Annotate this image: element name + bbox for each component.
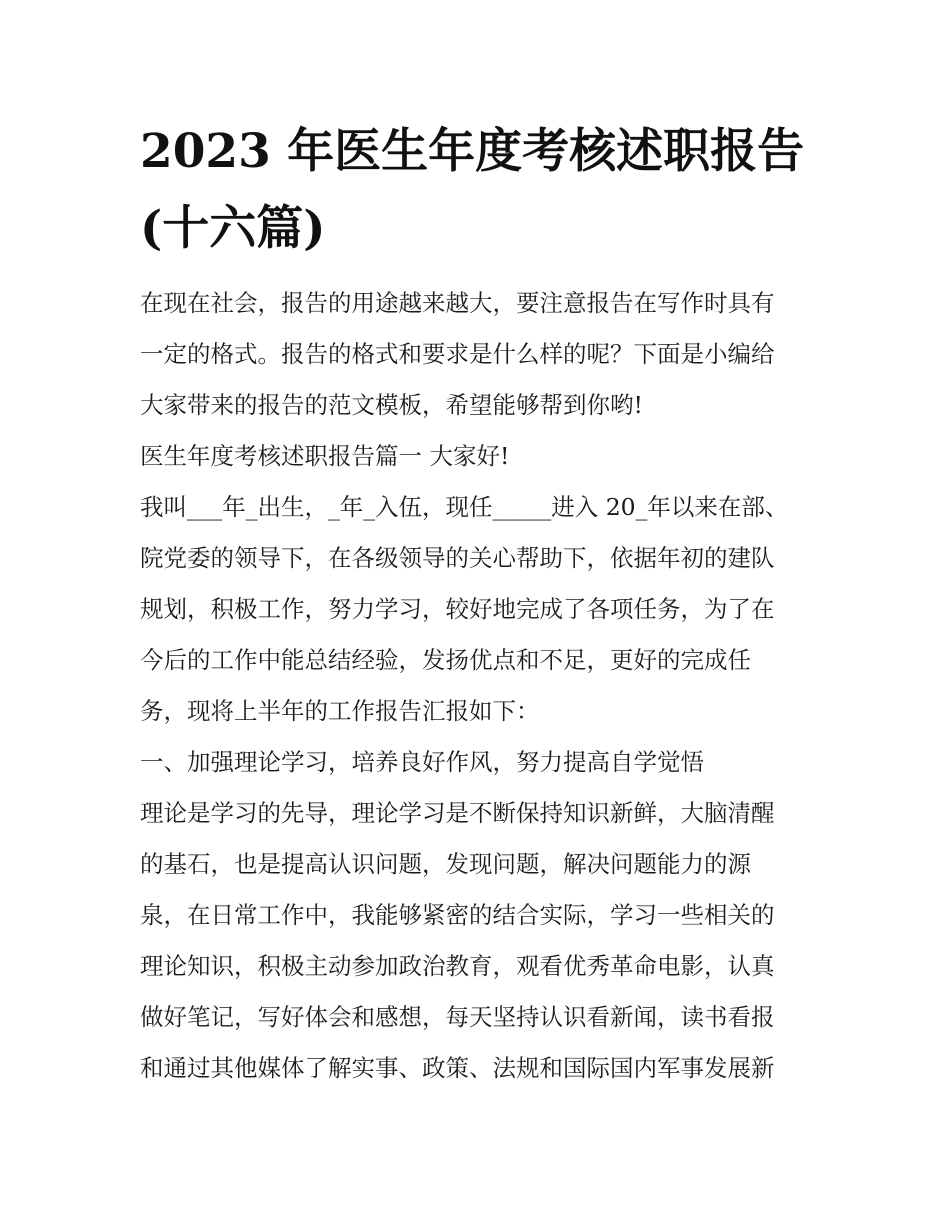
body-line: 院党委的领导下，在各级领导的关心帮助下，依据年初的建队 [140,544,775,572]
body-line: 规划，积极工作，努力学习，较好地完成了各项任务，为了在 [140,595,775,623]
body-line: 我叫___年_出生，_年_入伍，现任_____进入 20_年以来在部、 [140,493,789,521]
subheading-line: 一、加强理论学习，培养良好作风，努力提高自学觉悟 [140,748,704,776]
body-line: 今后的工作中能总结经验，发扬优点和不足，更好的完成任 [140,646,751,674]
body-line: 务，现将上半年的工作报告汇报如下： [140,697,540,725]
section-heading-line: 医生年度考核述职报告篇一 大家好! [140,442,510,470]
body-line: 理论是学习的先导，理论学习是不断保持知识新鲜，大脑清醒 [140,799,775,827]
body-line: 做好笔记，写好体会和感想，每天坚持认识看新闻，读书看报 [140,1003,775,1031]
body-line: 理论知识，积极主动参加政治教育，观看优秀革命电影，认真 [140,952,775,980]
body-line: 泉，在日常工作中，我能够紧密的结合实际，学习一些相关的 [140,901,775,929]
body-line: 一定的格式。报告的格式和要求是什么样的呢？下面是小编给 [140,340,775,368]
body-line: 和通过其他媒体了解实事、政策、法规和国际国内军事发展新 [140,1054,775,1082]
title-line-2: (十六篇) [140,201,326,256]
body-line: 大家带来的报告的范文模板，希望能够帮到你哟! [140,391,643,419]
document-body [140,278,830,1094]
body-line: 的基石，也是提高认识问题，发现问题，解决问题能力的源 [140,850,751,878]
title-line-1: 2023 年医生年度考核述职报告 [140,124,805,179]
body-line: 在现在社会，报告的用途越来越大，要注意报告在写作时具有 [140,289,775,317]
document-title [140,113,830,267]
